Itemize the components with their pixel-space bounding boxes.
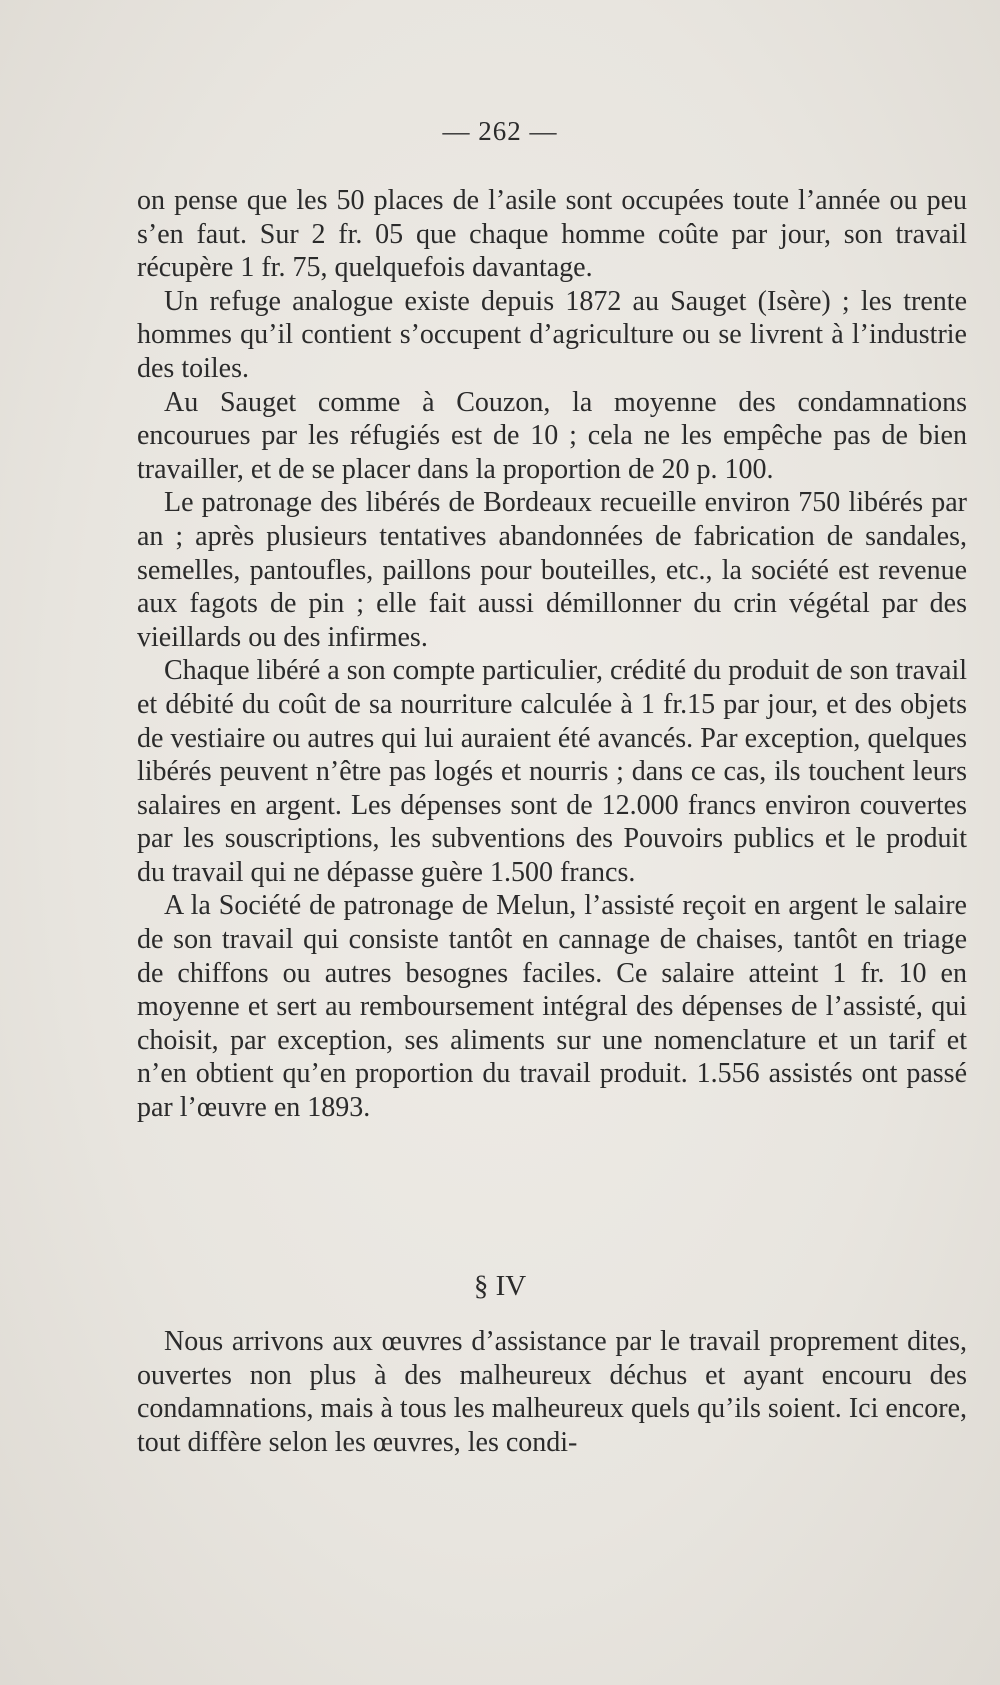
section-heading: § IV	[473, 1270, 527, 1302]
page-number: — 262 —	[442, 116, 558, 146]
paragraph-oeuvres-assistance: Nous arrivons aux œuvres d’assistance par le travail proprement dites, ouvertes non plus à des malheureux déchus et ayant encouru des condamnations, mais à tous les malheureux quels qu’ils soient. Ici encore, tout diffère selon les œuvres, les condi-	[137, 1326, 967, 1458]
paragraph-melun-societe: A la Société de patronage de Melun, l’assisté reçoit en argent le salaire de son travail qui consiste tantôt en cannage de chaises, tantôt en triage de chiffons ou autres besognes faciles. Ce salaire atteint 1 fr. 10 en moyenne et sert au remboursement intégral des dépenses de l’assisté, qui choisit, par exception, ses aliments sur une nomenclature et un tarif et n’en obtient qu’en proportion du travail produit. 1.556 assistés ont passé par l’œuvre en 1893.	[137, 890, 967, 1124]
paragraph-sauget-refuge: Un refuge analogue existe depuis 1872 au Sauget (Isère) ; les trente hommes qu’il contient s’occupent d’agriculture ou se livrent à l’industrie des toiles.	[137, 285, 967, 384]
section-text	[137, 1325, 967, 1459]
body-text	[137, 184, 967, 1125]
paragraph-bordeaux-patronage: Le patronage des libérés de Bordeaux recueille environ 750 libérés par an ; après plusieurs tentatives abandonnées de fabrication de sandales, semelles, pantoufles, paillons pour bouteilles, etc., la société est revenue aux fagots de pin ; elle fait aussi démillonner du crin végétal par des vieillards ou des infirmes.	[137, 487, 967, 653]
paragraph-liberes-compte: Chaque libéré a son compte particulier, crédité du produit de son travail et débité du coût de sa nourriture calculée à 1 fr.15 par jour, et des objets de vestiaire ou autres qui lui auraient été avancés. Par exception, quelques libérés peuvent n’être pas logés et nourris ; dans ce cas, ils touchent leurs salaires en argent. Les dépenses sont de 12.000 francs environ couvertes par les souscriptions, les subventions des Pouvoirs publics et le produit du travail qui ne dépasse guère 1.500 francs.	[137, 655, 967, 888]
paragraph-continuation: on pense que les 50 places de l’asile sont occupées toute l’année ou peu s’en faut. Sur 2 fr. 05 que chaque homme coûte par jour, son travail récupère 1 fr. 75, quelquefois davantage.	[137, 185, 967, 284]
paragraph-sauget-couzon: Au Sauget comme à Couzon, la moyenne des condamnations encourues par les réfugiés est de 10 ; cela ne les empêche pas de bien travailler, et de se placer dans la proportion de 20 p. 100.	[137, 386, 967, 485]
